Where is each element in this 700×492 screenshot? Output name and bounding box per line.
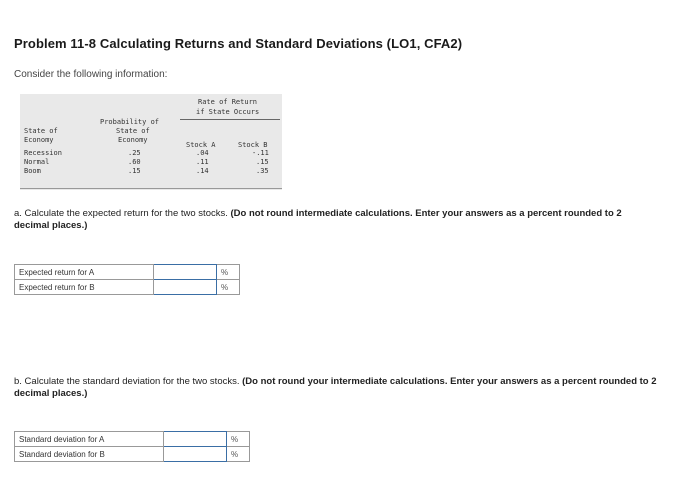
information-table — [20, 94, 282, 190]
col-state-line1: State of — [24, 127, 58, 135]
col-state-line2: Economy — [24, 136, 54, 144]
question-b — [14, 376, 674, 400]
percent-unit: % — [227, 432, 250, 447]
row-state: Normal — [24, 158, 50, 166]
answer-label: Standard deviation for B — [15, 447, 164, 462]
row-stock-b: .35 — [256, 167, 269, 175]
percent-unit: % — [227, 447, 250, 462]
answer-table-b — [14, 431, 250, 462]
col-probability-line1: Probability of — [100, 118, 160, 126]
row-stock-a: .14 — [196, 167, 209, 175]
col-stock-a: Stock A — [186, 141, 216, 149]
group-header-line1: Rate of Return — [198, 98, 258, 106]
answer-row — [15, 432, 250, 447]
answer-row — [15, 447, 250, 462]
answer-label: Expected return for A — [15, 265, 154, 280]
table-bottom-rule — [20, 188, 282, 189]
expected-return-a-input[interactable] — [154, 266, 216, 279]
answer-label: Expected return for B — [15, 280, 154, 295]
answer-row — [15, 280, 240, 295]
row-state: Recession — [24, 149, 62, 157]
question-a-instructions: (Do not round intermediate calculations. Enter your answers as a percent rounded to 2 decimal places.) — [14, 208, 622, 231]
question-a — [14, 208, 654, 232]
row-prob: .60 — [128, 158, 141, 166]
std-dev-b-cell — [164, 447, 227, 462]
row-state: Boom — [24, 167, 41, 175]
answer-label: Standard deviation for A — [15, 432, 164, 447]
answer-row — [15, 265, 240, 280]
row-stock-b: -.11 — [252, 149, 269, 157]
std-dev-a-input[interactable] — [164, 433, 226, 446]
col-stock-b: Stock B — [238, 141, 268, 149]
question-b-instructions: (Do not round your intermediate calculations. Enter your answers as a percent rounded to 2 decimal places.) — [14, 376, 657, 399]
answer-table-a — [14, 264, 240, 295]
question-b-text: b. Calculate the standard deviation for the two stocks. — [14, 376, 240, 387]
problem-title: Problem 11-8 Calculating Returns and Standard Deviations (LO1, CFA2) — [14, 36, 463, 51]
std-dev-b-input[interactable] — [164, 448, 226, 461]
group-header-rule — [180, 119, 280, 120]
percent-unit: % — [217, 265, 240, 280]
group-header-line2: if State Occurs — [196, 108, 260, 116]
row-stock-b: .15 — [256, 158, 269, 166]
question-a-text: a. Calculate the expected return for the two stocks. — [14, 208, 228, 219]
row-prob: .25 — [128, 149, 141, 157]
row-stock-a: .11 — [196, 158, 209, 166]
std-dev-a-cell — [164, 432, 227, 447]
percent-unit: % — [217, 280, 240, 295]
col-probability-line2: State of — [116, 127, 150, 135]
expected-return-b-cell — [154, 280, 217, 295]
expected-return-a-cell — [154, 265, 217, 280]
intro-text: Consider the following information: — [14, 69, 168, 80]
row-prob: .15 — [128, 167, 141, 175]
col-probability-line3: Economy — [118, 136, 148, 144]
row-stock-a: .04 — [196, 149, 209, 157]
expected-return-b-input[interactable] — [154, 281, 216, 294]
